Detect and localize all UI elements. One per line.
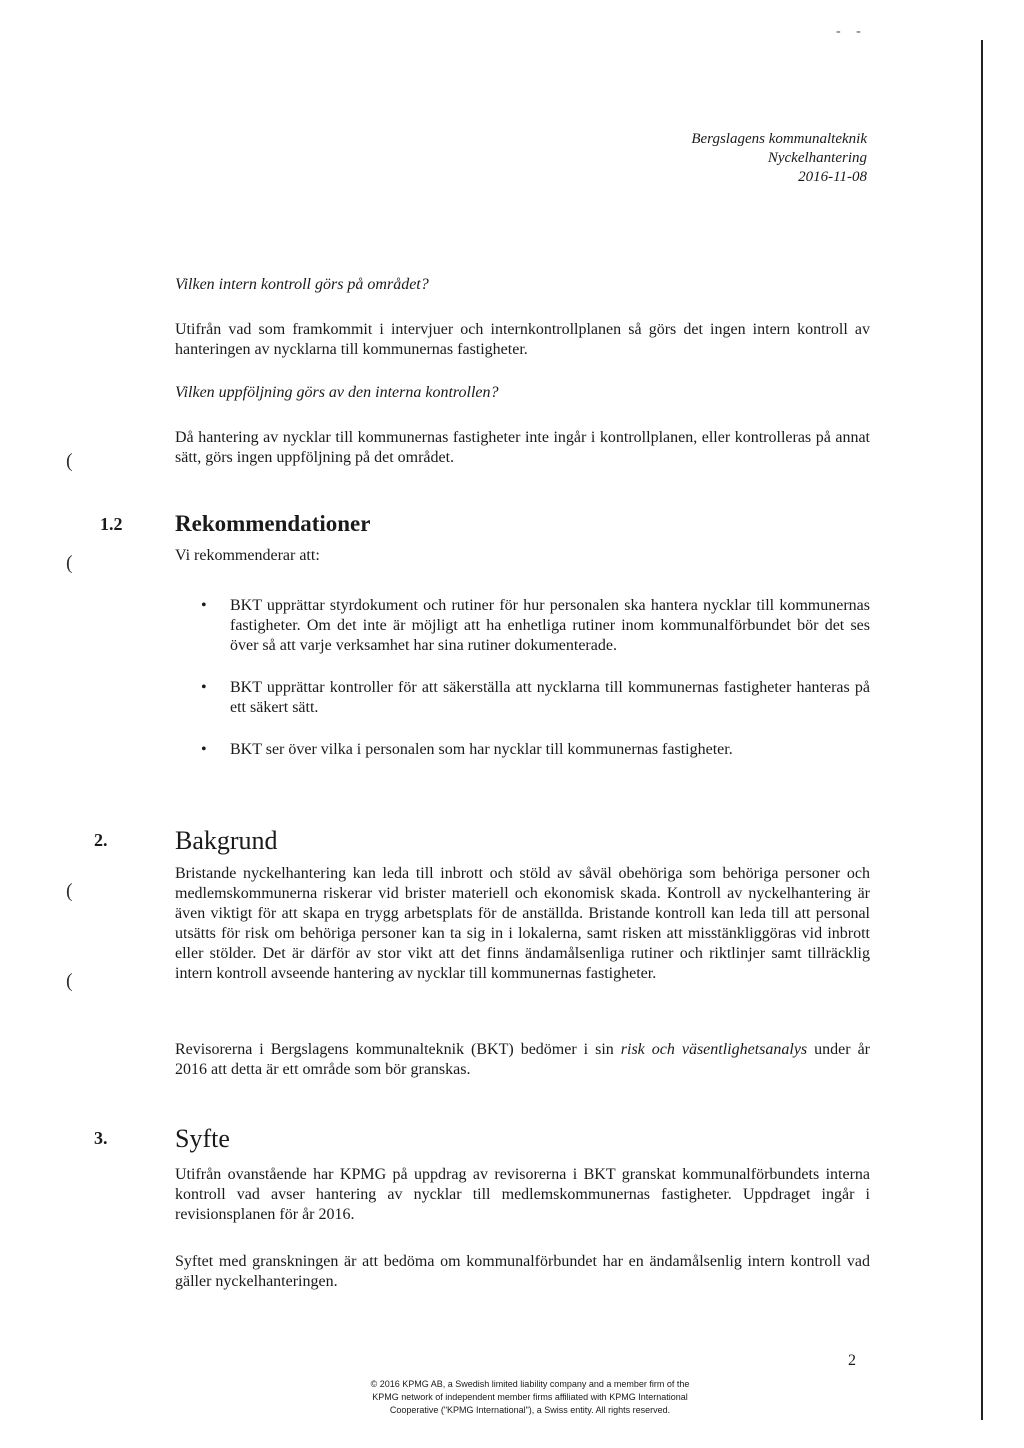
list-item: • BKT upprättar styrdokument och rutiner för hur personalen ska hantera nycklar till kommunernas fastigheter. Om det inte är möjligt att ha enhetliga rutiner inom kommunalförbundet bör det ses över så att varje verksamhet har sina rutiner dokumenterade. xyxy=(201,597,870,654)
question-follow-up: Vilken uppföljning görs av den interna kontrollen? xyxy=(175,384,499,401)
bullet-icon: • xyxy=(201,679,207,696)
paragraph-purpose-2: Syftet med granskningen är att bedöma om kommunalförbundet har en ändamålsenlig intern kontroll vad gäller nyckelhanteringen. xyxy=(175,1253,870,1290)
page-edge-rule xyxy=(981,40,983,1420)
paragraph-background-1: Bristande nyckelhantering kan leda till inbrott och stöld av såväl obehöriga som behöriga personer och medlemskommunerna riskerar vid brister materiell och ekonomisk skada. Kontroll av nyckelhantering är även viktigt för att skapa en trygg arbetsplats för de anställda. Bristande kontroll kan leda till att personal utsätts för risk om behöriga personer kan ta sig in i lokalerna, samt risken att misstänkliggöras vid inbrott eller stölder. Det är därför av stor vikt att det finns ändamålsenliga rutiner och riktlinjer samt tillräcklig intern kontroll avseende hantering av nycklar till kommunernas fastigheter. xyxy=(175,865,870,982)
paragraph-background-2: Revisorerna i Bergslagens kommunalteknik (BKT) bedömer i sin risk och väsentlighetsanalys under år 2016 att detta är ett område som bör granskas. xyxy=(175,1041,871,1078)
question-internal-control: Vilken intern kontroll görs på området? xyxy=(175,276,429,293)
section-title-purpose: Syfte xyxy=(175,1124,230,1153)
section-number: 3. xyxy=(94,1128,108,1148)
header-org: Bergslagens kommunalteknik xyxy=(691,131,867,147)
paragraph-purpose-1: Utifrån ovanstående har KPMG på uppdrag av revisorerna i BKT granskat kommunalförbundets interna kontroll vad avser hantering av nycklar till medlemskommunernas fastigheter. Uppdraget ingår i revisionsplanen för år 2016. xyxy=(175,1166,870,1223)
section-title-recommendations: Rekommendationer xyxy=(175,511,371,536)
list-item: • BKT ser över vilka i personalen som har nycklar till kommunernas fastigheter. xyxy=(201,741,733,758)
margin-mark: ( xyxy=(66,880,73,902)
header-doc: Nyckelhantering xyxy=(767,150,867,166)
margin-mark: ( xyxy=(66,552,73,574)
recommendations-list xyxy=(175,596,870,782)
section-number: 1.2 xyxy=(100,514,123,534)
list-item: • BKT upprättar kontroller för att säkerställa att nycklarna till kommunernas fastigheter hanteras på ett säkert sätt. xyxy=(201,679,870,716)
paragraph-follow-up: Då hantering av nycklar till kommunernas fastigheter inte ingår i kontrollplanen, eller kontrolleras på annat sätt, görs ingen uppföljning på det området. xyxy=(175,429,870,466)
section-title-background: Bakgrund xyxy=(175,826,278,855)
bullet-icon: • xyxy=(201,597,207,614)
header-date: 2016-11-08 xyxy=(798,169,867,185)
recommendations-lead: Vi rekommenderar att: xyxy=(175,547,320,564)
margin-mark: ( xyxy=(66,970,73,992)
bullet-icon: • xyxy=(201,741,207,758)
copyright-footer: © 2016 KPMG AB, a Swedish limited liability company and a member firm of the KPMG network of independent member firms affiliated with KPMG International Cooperative ("KPMG International"), a Swiss entity. All rights reserved. xyxy=(370,1379,690,1415)
scan-mark: - - xyxy=(836,24,867,39)
page-number: 2 xyxy=(848,1352,856,1369)
margin-mark: ( xyxy=(66,450,73,472)
running-header xyxy=(691,130,867,187)
paragraph-internal-control: Utifrån vad som framkommit i intervjuer och internkontrollplanen så görs det ingen intern kontroll av hanteringen av nycklarna till kommunernas fastigheter. xyxy=(175,321,870,358)
section-number: 2. xyxy=(94,830,108,850)
